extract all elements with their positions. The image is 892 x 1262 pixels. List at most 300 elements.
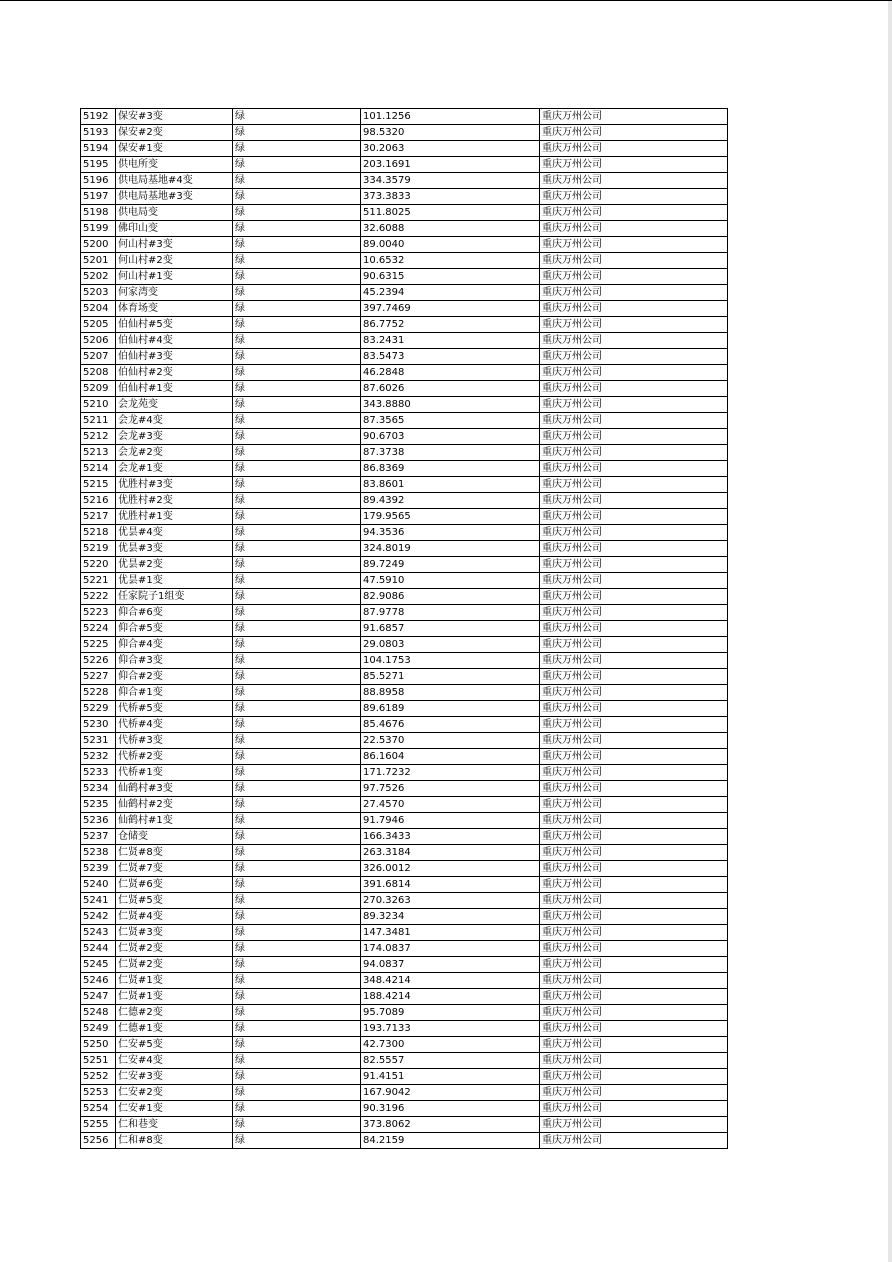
row-color-cell: 绿 — [233, 733, 361, 749]
row-name-cell: 优昙#2变 — [116, 557, 233, 573]
row-name-cell: 优胜村#2变 — [116, 493, 233, 509]
row-color-cell: 绿 — [233, 749, 361, 765]
table-row — [81, 477, 728, 493]
row-color-cell: 绿 — [233, 445, 361, 461]
row-company-cell: 重庆万州公司 — [540, 285, 728, 301]
row-value-cell: 89.4392 — [361, 493, 540, 509]
row-name-cell: 何山村#3变 — [116, 237, 233, 253]
row-id-cell: 5252 — [81, 1069, 116, 1085]
row-name-cell: 伯仙村#3变 — [116, 349, 233, 365]
row-color-cell: 绿 — [233, 1133, 361, 1149]
row-color-cell: 绿 — [233, 349, 361, 365]
table-row — [81, 1117, 728, 1133]
row-company-cell: 重庆万州公司 — [540, 989, 728, 1005]
row-value-cell: 101.1256 — [361, 109, 540, 125]
table-row — [81, 893, 728, 909]
row-company-cell: 重庆万州公司 — [540, 525, 728, 541]
row-color-cell: 绿 — [233, 1117, 361, 1133]
row-company-cell: 重庆万州公司 — [540, 653, 728, 669]
row-value-cell: 88.8958 — [361, 685, 540, 701]
row-color-cell: 绿 — [233, 973, 361, 989]
row-color-cell: 绿 — [233, 925, 361, 941]
row-value-cell: 87.3565 — [361, 413, 540, 429]
row-id-cell: 5242 — [81, 909, 116, 925]
row-value-cell: 97.7526 — [361, 781, 540, 797]
row-color-cell: 绿 — [233, 701, 361, 717]
row-company-cell: 重庆万州公司 — [540, 893, 728, 909]
row-id-cell: 5236 — [81, 813, 116, 829]
table-row — [81, 941, 728, 957]
row-id-cell: 5210 — [81, 397, 116, 413]
row-name-cell: 佛印山变 — [116, 221, 233, 237]
row-company-cell: 重庆万州公司 — [540, 461, 728, 477]
row-value-cell: 391.6814 — [361, 877, 540, 893]
row-id-cell: 5244 — [81, 941, 116, 957]
row-id-cell: 5222 — [81, 589, 116, 605]
row-value-cell: 94.3536 — [361, 525, 540, 541]
row-name-cell: 仓储变 — [116, 829, 233, 845]
row-name-cell: 仁贤#3变 — [116, 925, 233, 941]
row-name-cell: 仁贤#7变 — [116, 861, 233, 877]
table-row — [81, 397, 728, 413]
table-row — [81, 365, 728, 381]
row-company-cell: 重庆万州公司 — [540, 1069, 728, 1085]
row-id-cell: 5200 — [81, 237, 116, 253]
table-row — [81, 285, 728, 301]
row-company-cell: 重庆万州公司 — [540, 1117, 728, 1133]
row-company-cell: 重庆万州公司 — [540, 877, 728, 893]
row-color-cell: 绿 — [233, 877, 361, 893]
row-id-cell: 5203 — [81, 285, 116, 301]
row-company-cell: 重庆万州公司 — [540, 429, 728, 445]
row-company-cell: 重庆万州公司 — [540, 701, 728, 717]
row-name-cell: 仁安#1变 — [116, 1101, 233, 1117]
row-color-cell: 绿 — [233, 1101, 361, 1117]
row-color-cell: 绿 — [233, 269, 361, 285]
row-value-cell: 27.4570 — [361, 797, 540, 813]
row-name-cell: 仁安#3变 — [116, 1069, 233, 1085]
table-row — [81, 797, 728, 813]
table-row — [81, 157, 728, 173]
row-color-cell: 绿 — [233, 781, 361, 797]
row-id-cell: 5217 — [81, 509, 116, 525]
table-row — [81, 877, 728, 893]
row-name-cell: 会龙#2变 — [116, 445, 233, 461]
row-name-cell: 仁贤#2变 — [116, 941, 233, 957]
row-company-cell: 重庆万州公司 — [540, 365, 728, 381]
row-id-cell: 5229 — [81, 701, 116, 717]
row-color-cell: 绿 — [233, 381, 361, 397]
row-value-cell: 84.2159 — [361, 1133, 540, 1149]
row-name-cell: 仰合#3变 — [116, 653, 233, 669]
row-value-cell: 270.3263 — [361, 893, 540, 909]
row-id-cell: 5246 — [81, 973, 116, 989]
row-company-cell: 重庆万州公司 — [540, 205, 728, 221]
table-row — [81, 189, 728, 205]
table-row — [81, 237, 728, 253]
row-color-cell: 绿 — [233, 541, 361, 557]
row-name-cell: 仁贤#1变 — [116, 973, 233, 989]
table-row — [81, 701, 728, 717]
row-value-cell: 104.1753 — [361, 653, 540, 669]
row-color-cell: 绿 — [233, 653, 361, 669]
row-id-cell: 5254 — [81, 1101, 116, 1117]
row-id-cell: 5231 — [81, 733, 116, 749]
row-name-cell: 代桥#3变 — [116, 733, 233, 749]
row-value-cell: 86.8369 — [361, 461, 540, 477]
row-company-cell: 重庆万州公司 — [540, 541, 728, 557]
row-id-cell: 5211 — [81, 413, 116, 429]
page-top-border — [0, 0, 892, 1]
table-row — [81, 557, 728, 573]
row-value-cell: 22.5370 — [361, 733, 540, 749]
row-company-cell: 重庆万州公司 — [540, 669, 728, 685]
row-name-cell: 仰合#1变 — [116, 685, 233, 701]
table-row — [81, 509, 728, 525]
row-value-cell: 343.8880 — [361, 397, 540, 413]
table-row — [81, 909, 728, 925]
row-id-cell: 5197 — [81, 189, 116, 205]
table-row — [81, 813, 728, 829]
row-name-cell: 仁安#5变 — [116, 1037, 233, 1053]
row-company-cell: 重庆万州公司 — [540, 925, 728, 941]
table-row — [81, 749, 728, 765]
row-name-cell: 供电局基地#4变 — [116, 173, 233, 189]
row-name-cell: 任家院子1组变 — [116, 589, 233, 605]
row-name-cell: 会龙#1变 — [116, 461, 233, 477]
row-color-cell: 绿 — [233, 525, 361, 541]
row-id-cell: 5227 — [81, 669, 116, 685]
row-name-cell: 仁贤#1变 — [116, 989, 233, 1005]
row-name-cell: 仁贤#2变 — [116, 957, 233, 973]
row-color-cell: 绿 — [233, 397, 361, 413]
row-value-cell: 85.5271 — [361, 669, 540, 685]
row-name-cell: 伯仙村#4变 — [116, 333, 233, 349]
row-color-cell: 绿 — [233, 765, 361, 781]
table-row — [81, 685, 728, 701]
row-value-cell: 46.2848 — [361, 365, 540, 381]
row-color-cell: 绿 — [233, 237, 361, 253]
row-color-cell: 绿 — [233, 685, 361, 701]
row-color-cell: 绿 — [233, 413, 361, 429]
row-value-cell: 90.6703 — [361, 429, 540, 445]
transformer-table — [80, 108, 728, 1149]
row-color-cell: 绿 — [233, 637, 361, 653]
row-value-cell: 42.7300 — [361, 1037, 540, 1053]
row-value-cell: 83.2431 — [361, 333, 540, 349]
table-row — [81, 765, 728, 781]
row-value-cell: 203.1691 — [361, 157, 540, 173]
row-company-cell: 重庆万州公司 — [540, 301, 728, 317]
row-id-cell: 5230 — [81, 717, 116, 733]
row-company-cell: 重庆万州公司 — [540, 253, 728, 269]
row-color-cell: 绿 — [233, 509, 361, 525]
row-id-cell: 5199 — [81, 221, 116, 237]
row-company-cell: 重庆万州公司 — [540, 493, 728, 509]
row-id-cell: 5218 — [81, 525, 116, 541]
table-row — [81, 1053, 728, 1069]
row-company-cell: 重庆万州公司 — [540, 189, 728, 205]
row-company-cell: 重庆万州公司 — [540, 637, 728, 653]
row-color-cell: 绿 — [233, 205, 361, 221]
row-color-cell: 绿 — [233, 221, 361, 237]
row-company-cell: 重庆万州公司 — [540, 157, 728, 173]
row-color-cell: 绿 — [233, 493, 361, 509]
row-company-cell: 重庆万州公司 — [540, 445, 728, 461]
row-company-cell: 重庆万州公司 — [540, 317, 728, 333]
row-id-cell: 5204 — [81, 301, 116, 317]
row-id-cell: 5192 — [81, 109, 116, 125]
row-value-cell: 90.3196 — [361, 1101, 540, 1117]
row-name-cell: 供电局变 — [116, 205, 233, 221]
row-color-cell: 绿 — [233, 429, 361, 445]
row-id-cell: 5219 — [81, 541, 116, 557]
row-id-cell: 5250 — [81, 1037, 116, 1053]
row-value-cell: 98.5320 — [361, 125, 540, 141]
row-color-cell: 绿 — [233, 1021, 361, 1037]
table-row — [81, 317, 728, 333]
row-company-cell: 重庆万州公司 — [540, 557, 728, 573]
row-value-cell: 373.3833 — [361, 189, 540, 205]
row-id-cell: 5201 — [81, 253, 116, 269]
row-company-cell: 重庆万州公司 — [540, 909, 728, 925]
row-id-cell: 5238 — [81, 845, 116, 861]
row-color-cell: 绿 — [233, 477, 361, 493]
row-color-cell: 绿 — [233, 589, 361, 605]
row-value-cell: 82.5557 — [361, 1053, 540, 1069]
row-value-cell: 91.4151 — [361, 1069, 540, 1085]
row-value-cell: 324.8019 — [361, 541, 540, 557]
row-value-cell: 32.6088 — [361, 221, 540, 237]
table-row — [81, 269, 728, 285]
row-id-cell: 5214 — [81, 461, 116, 477]
row-name-cell: 伯仙村#1变 — [116, 381, 233, 397]
row-company-cell: 重庆万州公司 — [540, 509, 728, 525]
table-row — [81, 733, 728, 749]
row-value-cell: 179.9565 — [361, 509, 540, 525]
row-company-cell: 重庆万州公司 — [540, 237, 728, 253]
table-row — [81, 653, 728, 669]
row-id-cell: 5251 — [81, 1053, 116, 1069]
row-name-cell: 代桥#4变 — [116, 717, 233, 733]
table-row — [81, 301, 728, 317]
table-row — [81, 429, 728, 445]
row-name-cell: 何山村#1变 — [116, 269, 233, 285]
row-id-cell: 5255 — [81, 1117, 116, 1133]
row-name-cell: 仁贤#4变 — [116, 909, 233, 925]
row-company-cell: 重庆万州公司 — [540, 573, 728, 589]
row-value-cell: 10.6532 — [361, 253, 540, 269]
row-value-cell: 348.4214 — [361, 973, 540, 989]
row-name-cell: 供电所变 — [116, 157, 233, 173]
row-id-cell: 5220 — [81, 557, 116, 573]
row-value-cell: 147.3481 — [361, 925, 540, 941]
table-row — [81, 333, 728, 349]
row-id-cell: 5235 — [81, 797, 116, 813]
table-row — [81, 973, 728, 989]
row-color-cell: 绿 — [233, 141, 361, 157]
table-row — [81, 1005, 728, 1021]
row-company-cell: 重庆万州公司 — [540, 813, 728, 829]
table-row — [81, 717, 728, 733]
row-color-cell: 绿 — [233, 285, 361, 301]
table-row — [81, 957, 728, 973]
row-id-cell: 5247 — [81, 989, 116, 1005]
row-id-cell: 5248 — [81, 1005, 116, 1021]
row-name-cell: 优昙#4变 — [116, 525, 233, 541]
row-name-cell: 仰合#4变 — [116, 637, 233, 653]
row-value-cell: 95.7089 — [361, 1005, 540, 1021]
row-name-cell: 保安#1变 — [116, 141, 233, 157]
row-color-cell: 绿 — [233, 301, 361, 317]
table-row — [81, 845, 728, 861]
table-row — [81, 221, 728, 237]
row-id-cell: 5245 — [81, 957, 116, 973]
row-company-cell: 重庆万州公司 — [540, 1005, 728, 1021]
row-value-cell: 89.6189 — [361, 701, 540, 717]
table-row — [81, 525, 728, 541]
table-row — [81, 493, 728, 509]
row-name-cell: 何家湾变 — [116, 285, 233, 301]
row-color-cell: 绿 — [233, 317, 361, 333]
row-value-cell: 373.8062 — [361, 1117, 540, 1133]
row-value-cell: 90.6315 — [361, 269, 540, 285]
row-name-cell: 代桥#5变 — [116, 701, 233, 717]
row-id-cell: 5228 — [81, 685, 116, 701]
table-row — [81, 829, 728, 845]
row-name-cell: 仙鹤村#3变 — [116, 781, 233, 797]
row-color-cell: 绿 — [233, 909, 361, 925]
row-company-cell: 重庆万州公司 — [540, 413, 728, 429]
table-row — [81, 109, 728, 125]
row-value-cell: 86.7752 — [361, 317, 540, 333]
row-id-cell: 5207 — [81, 349, 116, 365]
row-name-cell: 会龙#3变 — [116, 429, 233, 445]
row-color-cell: 绿 — [233, 157, 361, 173]
row-color-cell: 绿 — [233, 669, 361, 685]
table-row — [81, 381, 728, 397]
row-value-cell: 47.5910 — [361, 573, 540, 589]
row-color-cell: 绿 — [233, 621, 361, 637]
row-company-cell: 重庆万州公司 — [540, 621, 728, 637]
table-row — [81, 1101, 728, 1117]
row-company-cell: 重庆万州公司 — [540, 733, 728, 749]
row-company-cell: 重庆万州公司 — [540, 141, 728, 157]
row-value-cell: 89.0040 — [361, 237, 540, 253]
row-color-cell: 绿 — [233, 1085, 361, 1101]
row-id-cell: 5226 — [81, 653, 116, 669]
row-value-cell: 397.7469 — [361, 301, 540, 317]
row-color-cell: 绿 — [233, 861, 361, 877]
row-company-cell: 重庆万州公司 — [540, 957, 728, 973]
row-value-cell: 86.1604 — [361, 749, 540, 765]
row-name-cell: 仁和巷变 — [116, 1117, 233, 1133]
row-name-cell: 仙鹤村#2变 — [116, 797, 233, 813]
row-company-cell: 重庆万州公司 — [540, 477, 728, 493]
row-value-cell: 83.8601 — [361, 477, 540, 493]
row-name-cell: 仁贤#8变 — [116, 845, 233, 861]
row-company-cell: 重庆万州公司 — [540, 1133, 728, 1149]
row-color-cell: 绿 — [233, 893, 361, 909]
row-id-cell: 5202 — [81, 269, 116, 285]
row-id-cell: 5256 — [81, 1133, 116, 1149]
row-id-cell: 5237 — [81, 829, 116, 845]
row-name-cell: 仁和#8变 — [116, 1133, 233, 1149]
row-value-cell: 82.9086 — [361, 589, 540, 605]
table-row — [81, 1037, 728, 1053]
row-value-cell: 167.9042 — [361, 1085, 540, 1101]
table-row — [81, 461, 728, 477]
table-row — [81, 621, 728, 637]
row-company-cell: 重庆万州公司 — [540, 1037, 728, 1053]
row-name-cell: 优胜村#1变 — [116, 509, 233, 525]
row-company-cell: 重庆万州公司 — [540, 973, 728, 989]
row-id-cell: 5224 — [81, 621, 116, 637]
row-value-cell: 326.0012 — [361, 861, 540, 877]
row-color-cell: 绿 — [233, 957, 361, 973]
row-name-cell: 仁德#2变 — [116, 1005, 233, 1021]
row-value-cell: 89.7249 — [361, 557, 540, 573]
row-id-cell: 5198 — [81, 205, 116, 221]
row-color-cell: 绿 — [233, 989, 361, 1005]
row-company-cell: 重庆万州公司 — [540, 333, 728, 349]
row-value-cell: 188.4214 — [361, 989, 540, 1005]
table-row — [81, 669, 728, 685]
row-name-cell: 仰合#2变 — [116, 669, 233, 685]
row-name-cell: 仁安#4变 — [116, 1053, 233, 1069]
row-value-cell: 45.2394 — [361, 285, 540, 301]
row-company-cell: 重庆万州公司 — [540, 605, 728, 621]
row-id-cell: 5221 — [81, 573, 116, 589]
row-id-cell: 5225 — [81, 637, 116, 653]
row-company-cell: 重庆万州公司 — [540, 221, 728, 237]
row-company-cell: 重庆万州公司 — [540, 685, 728, 701]
row-value-cell: 29.0803 — [361, 637, 540, 653]
row-value-cell: 263.3184 — [361, 845, 540, 861]
row-company-cell: 重庆万州公司 — [540, 381, 728, 397]
row-value-cell: 171.7232 — [361, 765, 540, 781]
row-name-cell: 供电局基地#3变 — [116, 189, 233, 205]
row-id-cell: 5208 — [81, 365, 116, 381]
row-id-cell: 5193 — [81, 125, 116, 141]
row-name-cell: 仰合#6变 — [116, 605, 233, 621]
row-name-cell: 代桥#2变 — [116, 749, 233, 765]
row-color-cell: 绿 — [233, 941, 361, 957]
table-row — [81, 925, 728, 941]
page-right-edge — [888, 1, 892, 1262]
row-company-cell: 重庆万州公司 — [540, 861, 728, 877]
table-row — [81, 253, 728, 269]
row-name-cell: 保安#2变 — [116, 125, 233, 141]
row-value-cell: 193.7133 — [361, 1021, 540, 1037]
row-id-cell: 5216 — [81, 493, 116, 509]
row-name-cell: 仙鹤村#1变 — [116, 813, 233, 829]
row-id-cell: 5212 — [81, 429, 116, 445]
row-company-cell: 重庆万州公司 — [540, 1053, 728, 1069]
row-color-cell: 绿 — [233, 109, 361, 125]
row-color-cell: 绿 — [233, 1069, 361, 1085]
row-value-cell: 166.3433 — [361, 829, 540, 845]
row-company-cell: 重庆万州公司 — [540, 797, 728, 813]
row-value-cell: 87.3738 — [361, 445, 540, 461]
table-row — [81, 573, 728, 589]
row-company-cell: 重庆万州公司 — [540, 941, 728, 957]
table-row — [81, 349, 728, 365]
row-color-cell: 绿 — [233, 797, 361, 813]
table-row — [81, 205, 728, 221]
row-name-cell: 何山村#2变 — [116, 253, 233, 269]
table-row — [81, 1021, 728, 1037]
